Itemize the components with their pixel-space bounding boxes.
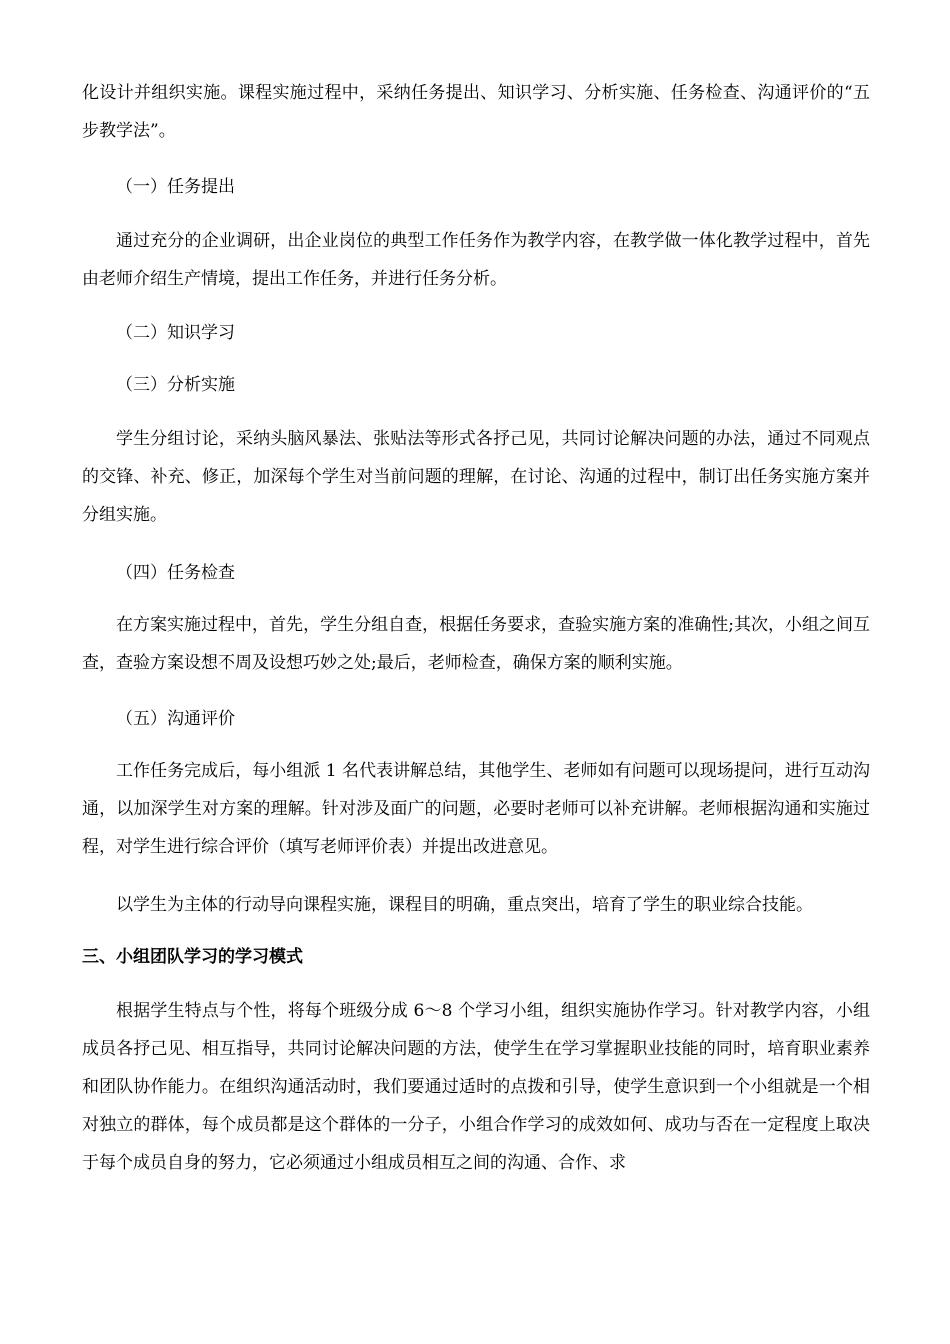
section-3-heading: 三、小组团队学习的学习模式 xyxy=(82,947,303,967)
step-3-heading: （三）分析实施 xyxy=(116,375,235,395)
step-2-heading: （二）知识学习 xyxy=(116,323,235,343)
section-3-paragraph: 根据学生特点与个性，将每个班级分成 6～8 个学习小组，组织实施协作学习。针对教学内容，小组成员各抒己见、相互指导，共同讨论解决问题的方法，使学生在学习掌握职业技能的同时，培育职业素养和团队协作能力。在组织沟通活动时，我们要通过适时的点拨和引导，使学生意识到一个小组就是一个相对独立的群体，每个成员都是这个群体的一分子，小组合作学习的成效如何、成功与否在一定程度上取决于每个成员自身的努力，它必须通过小组成员相互之间的沟通、合作、求 xyxy=(82,1001,870,1173)
step-1-heading: （一）任务提出 xyxy=(116,177,235,197)
step-5-body: 工作任务完成后，每小组派 1 名代表讲解总结，其他学生、老师如有问题可以现场提问，进行互动沟通，以加深学生对方案的理解。针对涉及面广的问题，必要时老师可以补充讲解。老师根据沟通和实施过程，对学生进行综合评价（填写老师评价表）并提出改进意见。 xyxy=(82,761,870,857)
summary-paragraph: 以学生为主体的行动导向课程实施，课程目的明确，重点突出，培育了学生的职业综合技能。 xyxy=(116,895,813,915)
step-4-heading: （四）任务检查 xyxy=(116,563,235,583)
step-1-body: 通过充分的企业调研，出企业岗位的典型工作任务作为教学内容，在教学做一体化教学过程中，首先由老师介绍生产情境，提出工作任务，并进行任务分析。 xyxy=(82,231,870,289)
step-5-heading: （五）沟通评价 xyxy=(116,709,235,729)
intro-paragraph: 化设计并组织实施。课程实施过程中，采纳任务提出、知识学习、分析实施、任务检查、沟通评价的“五步教学法”。 xyxy=(82,83,870,141)
step-3-body: 学生分组讨论，采纳头脑风暴法、张贴法等形式各抒己见，共同讨论解决问题的办法，通过不同观点的交锋、补充、修正，加深每个学生对当前问题的理解，在讨论、沟通的过程中，制订出任务实施方案并分组实施。 xyxy=(82,429,870,525)
step-4-body: 在方案实施过程中，首先，学生分组自查，根据任务要求，查验实施方案的准确性;其次，小组之间互查，查验方案设想不周及设想巧妙之处;最后，老师检查，确保方案的顺利实施。 xyxy=(82,615,870,673)
